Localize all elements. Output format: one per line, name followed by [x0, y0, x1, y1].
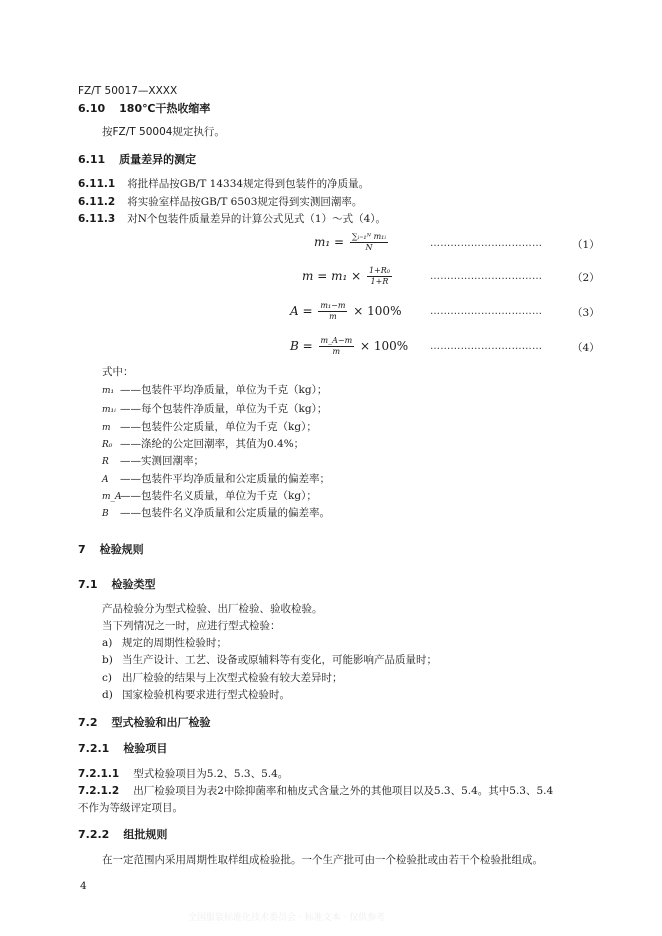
section-number: 7.1 [78, 578, 98, 591]
section-title: 180℃干热收缩率 [119, 102, 211, 115]
list-mark: a) [102, 637, 113, 649]
formula-3-leader: …………………………… [430, 306, 543, 317]
list-item [102, 652, 437, 667]
denominator: m [332, 347, 341, 356]
numerator: m_A−m [320, 336, 353, 345]
formula-2 [302, 266, 394, 287]
where-row [102, 488, 317, 503]
section-number: 7.2.1 [78, 742, 110, 755]
where-symbol: m_A [102, 492, 122, 502]
section-7-2-1-heading [78, 740, 167, 756]
where-text: ——包装件平均净质量，单位为千克（kg）； [120, 384, 328, 396]
numerator: 1+R₀ [368, 266, 390, 275]
numerator: m₁−m [320, 301, 346, 310]
where-symbol: R₀ [102, 440, 113, 450]
clause-number: 7.2.1.2 [78, 785, 120, 797]
where-row [102, 401, 327, 416]
where-row [102, 471, 330, 486]
clause-text: 型式检验项目为5.2、5.3、5.4。 [133, 768, 289, 780]
list-text: 出厂检验的结果与上次型式检验有较大差异时； [122, 672, 343, 684]
formula-4-label: （4） [572, 342, 600, 354]
where-row [102, 453, 204, 468]
section-number: 7.2.2 [78, 828, 110, 841]
section-7-2-2-heading [78, 826, 167, 842]
section-number: 6.11 [78, 153, 106, 166]
numerator: ∑ᵢ₌₁ᴺ m₁ᵢ [351, 232, 386, 241]
where-text: ——包装件名义净质量和公定质量的偏差率。 [120, 507, 330, 519]
denominator: N [365, 243, 373, 252]
formula-fraction [318, 301, 347, 322]
denominator: 1+R [370, 277, 389, 286]
doc-code: FZ/T 50017—XXXX [78, 85, 178, 97]
clause-number: 6.11.1 [78, 178, 116, 190]
section-title: 检验项目 [123, 742, 168, 755]
section-title: 组批规则 [123, 828, 168, 841]
formula-tail: × 100% [360, 339, 409, 353]
formula-1-label: （1） [572, 239, 600, 251]
clause-number: 6.11.2 [78, 196, 116, 208]
section-6-10-body: 按FZ/T 50004规定执行。 [102, 126, 225, 138]
section-7-heading [78, 541, 144, 557]
where-text: ——实测回潮率； [120, 455, 204, 467]
list-mark: c) [102, 672, 112, 684]
list-mark: d) [102, 689, 113, 701]
list-item [102, 670, 343, 685]
clause-number: 6.11.3 [78, 213, 116, 225]
section-title: 检验规则 [99, 543, 144, 556]
where-text: ——每个包装件净质量，单位为千克（kg）； [120, 403, 328, 415]
list-text: 当生产设计、工艺、设备或原辅料等有变化，可能影响产品质量时； [122, 654, 437, 666]
clause-text: 出厂检验项目为表2中除抑菌率和柚皮式含量之外的其他项目以及5.3、5.4。其中5.3、5.4 [133, 785, 554, 797]
section-7-1-heading [78, 576, 156, 592]
page-number: 4 [80, 880, 87, 892]
list-item [102, 687, 290, 702]
clause-7-2-1-2-continued: 不作为等级评定项目。 [78, 802, 183, 814]
section-number: 7.2 [78, 716, 98, 729]
section-number: 7 [78, 543, 86, 556]
formula-fraction [350, 232, 388, 253]
where-text: ——包装件公定质量，单位为千克（kg）； [120, 421, 317, 433]
formula-3-label: （3） [572, 307, 600, 319]
where-label: 式中： [102, 366, 134, 378]
list-item [102, 635, 227, 650]
formula-tail: × 100% [353, 304, 402, 318]
where-symbol: m [102, 423, 111, 433]
section-title: 质量差异的测定 [119, 153, 197, 166]
section-7-2-heading [78, 714, 211, 730]
section-title: 型式检验和出厂检验 [111, 716, 211, 729]
formula-2-label: （2） [572, 272, 600, 284]
where-text: ——包装件平均净质量和公定质量的偏差率； [120, 473, 330, 485]
clause-6-11-3 [78, 211, 386, 226]
where-row [102, 505, 330, 520]
clause-text: 对N个包装件质量差异的计算公式见式（1）～式（4）。 [127, 213, 387, 225]
clause-6-11-2 [78, 194, 362, 209]
list-mark: b) [102, 654, 113, 666]
clause-text: 将批样品按GB/T 14334规定得到包装件的净质量。 [127, 178, 370, 190]
formula-fraction [319, 336, 355, 357]
section-7-1-para-1: 产品检验分为型式检验、出厂检验、验收检验。 [102, 603, 323, 615]
section-7-2-2-body: 在一定范围内采用周期性取样组成检验批。一个生产批可由一个检验批或由若干个检验批组成。 [102, 854, 543, 866]
formula-lhs: A = [290, 304, 313, 318]
where-row [102, 436, 304, 451]
where-symbol: A [102, 475, 109, 485]
formula-4-leader: …………………………… [430, 341, 543, 352]
where-text: ——涤纶的公定回潮率，其值为0.4%； [120, 438, 305, 450]
where-row [102, 419, 317, 434]
formula-2-leader: …………………………… [430, 271, 543, 282]
formula-3 [290, 301, 401, 322]
clause-number: 7.2.1.1 [78, 768, 120, 780]
where-symbol: B [102, 509, 109, 519]
clause-6-11-1 [78, 176, 369, 191]
where-row [102, 382, 327, 397]
clause-text: 将实验室样品按GB/T 6503规定得到实测回潮率。 [127, 196, 363, 208]
where-text: ——包装件名义质量，单位为千克（kg）； [120, 490, 317, 502]
where-symbol: m₁ᵢ [102, 405, 116, 415]
denominator: m [329, 312, 337, 321]
list-text: 规定的周期性检验时； [122, 637, 227, 649]
section-number: 6.10 [78, 102, 106, 115]
section-7-1-para-2: 当下列情况之一时，应进行型式检验： [102, 620, 281, 632]
formula-lhs: B = [290, 339, 313, 353]
section-6-11-heading [78, 151, 196, 167]
clause-7-2-1-1 [78, 766, 288, 781]
formula-1 [314, 232, 390, 253]
formula-4 [290, 336, 408, 357]
formula-1-leader: …………………………… [430, 238, 543, 249]
formula-fraction [367, 266, 392, 287]
footer-watermark: 全国服装标准化技术委员会 · 标准文本 · 仅供参考 [188, 913, 386, 923]
where-symbol: R [102, 457, 109, 467]
formula-lhs: m₁ = [314, 235, 345, 249]
formula-lhs: m = m₁ × [302, 269, 362, 283]
where-symbol: m₁ [102, 386, 115, 396]
list-text: 国家检验机构要求进行型式检验时。 [122, 689, 290, 701]
clause-7-2-1-2 [78, 783, 553, 798]
section-6-10-heading [78, 100, 210, 116]
section-title: 检验类型 [111, 578, 156, 591]
